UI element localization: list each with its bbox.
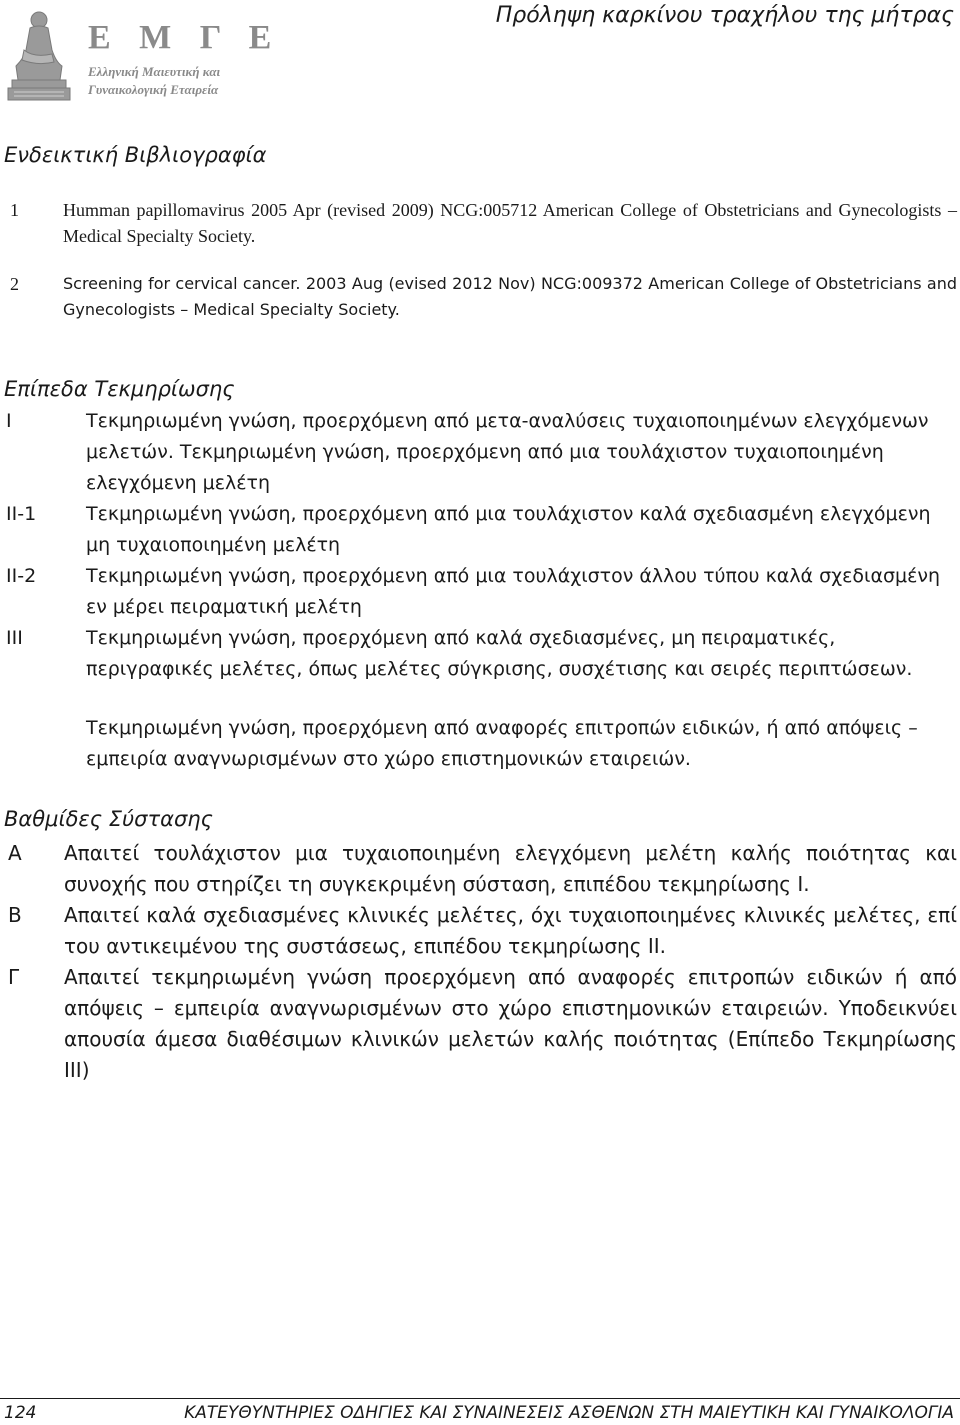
bibliography-heading: Ενδεικτική Βιβλιογραφία <box>4 143 267 167</box>
grade-description: Απαιτεί τεκμηριωμένη γνώση προερχόμενη από αναφορές επιτροπών ειδικών ή από απόψεις – εμπειρία αναγνωρισμένων στο χώρο επιστημονικών εταιρειών. Υποδεικνύει απουσία άμεσα διαθέσιμων κλινικών μελετών καλής ποιότητας (Επίπεδο Τεκμηρίωσης III) <box>64 965 957 1082</box>
evidence-levels-heading: Επίπεδα Τεκμηρίωσης <box>4 377 235 401</box>
grade-code: Γ <box>8 965 20 989</box>
society-logo <box>4 6 282 106</box>
logo-acronym: Ε Μ Γ Ε <box>88 19 282 56</box>
bibliography-number: 1 <box>10 200 19 220</box>
grade-code: Β <box>8 903 22 927</box>
evidence-level-description: Τεκμηριωμένη γνώση, προερχόμενη από μια τουλάχιστον καλά σχεδιασμένη ελεγχόμενη μη τυχαιοποιημένη μελέτη <box>86 503 931 556</box>
logo-line-2: Γυναικολογική Εταιρεία <box>88 82 219 97</box>
running-title: Πρόληψη καρκίνου τραχήλου της μήτρας <box>495 3 954 28</box>
bibliography-entry: Screening for cervical cancer. 2003 Aug (evised 2012 Nov) NCG:009372 American College of Obstetricians and Gynecologists – Medical Specialty Society. <box>63 274 957 319</box>
recommendation-grades-heading: Βαθμίδες Σύστασης <box>4 807 213 831</box>
bibliography-entry: Humman papillomavirus 2005 Apr (revised 2009) NCG:005712 American College of Obstetricians and Gynecologists – Medical Specialty Society. <box>63 200 957 246</box>
grade-code: Α <box>8 841 22 865</box>
evidence-level-description: Τεκμηριωμένη γνώση, προερχόμενη από αναφορές επιτροπών ειδικών, ή από απόψεις – εμπειρία αναγνωρισμένων στο χώρο επιστημονικών εταιρειών. <box>86 717 918 770</box>
footer-divider <box>0 1398 960 1399</box>
evidence-level-description: Τεκμηριωμένη γνώση, προερχόμενη από μια τουλάχιστον άλλου τύπου καλά σχεδιασμένη εν μέρει πειραματική μελέτη <box>86 565 941 618</box>
evidence-level-code: I <box>6 410 12 432</box>
footer-title: ΚΑΤΕΥΘΥΝΤΗΡΙΕΣ ΟΔΗΓΙΕΣ ΚΑΙ ΣΥΝΑΙΝΕΣΕΙΣ ΑΣΘΕΝΩΝ ΣΤΗ ΜΑΙΕΥΤΙΚΗ ΚΑΙ ΓΥΝΑΙΚΟΛΟΓΙΑ <box>184 1403 954 1423</box>
statue-icon <box>4 6 74 104</box>
page-number: 124 <box>4 1403 37 1423</box>
logo-line-1: Ελληνική Μαιευτική και <box>88 64 221 79</box>
evidence-level-code: II-1 <box>6 503 37 525</box>
evidence-level-description: Τεκμηριωμένη γνώση, προερχόμενη από καλά σχεδιασμένες, μη πειραματικές, περιγραφικές μελέτες, όπως μελέτες σύγκρισης, συσχέτισης και σειρές περιπτώσεων. <box>86 627 913 680</box>
bibliography-number: 2 <box>10 274 19 294</box>
evidence-level-description: Τεκμηριωμένη γνώση, προερχόμενη από μετα-αναλύσεις τυχαιοποιημένων ελεγχόμενων μελετών. Τεκμηριωμένη γνώση, προερχόμενη από μια τουλάχιστον τυχαιοποιημένη ελεγχόμενη μελέτη <box>86 410 929 494</box>
grade-description: Απαιτεί τουλάχιστον μια τυχαιοποιημένη ελεγχόμενη μελέτη καλής ποιότητας και συνοχής που στηρίζει τη συγκεκριμένη σύσταση, επιπέδου τεκμηρίωσης I. <box>64 841 957 896</box>
evidence-level-code: II-2 <box>6 565 37 587</box>
grade-description: Απαιτεί καλά σχεδιασμένες κλινικές μελέτες, όχι τυχαιοποιημένες κλινικές μελέτες, επί του αντικειμένου της συστάσεως, επιπέδου τεκμηρίωσης II. <box>64 903 957 958</box>
evidence-level-code: III <box>6 627 23 649</box>
